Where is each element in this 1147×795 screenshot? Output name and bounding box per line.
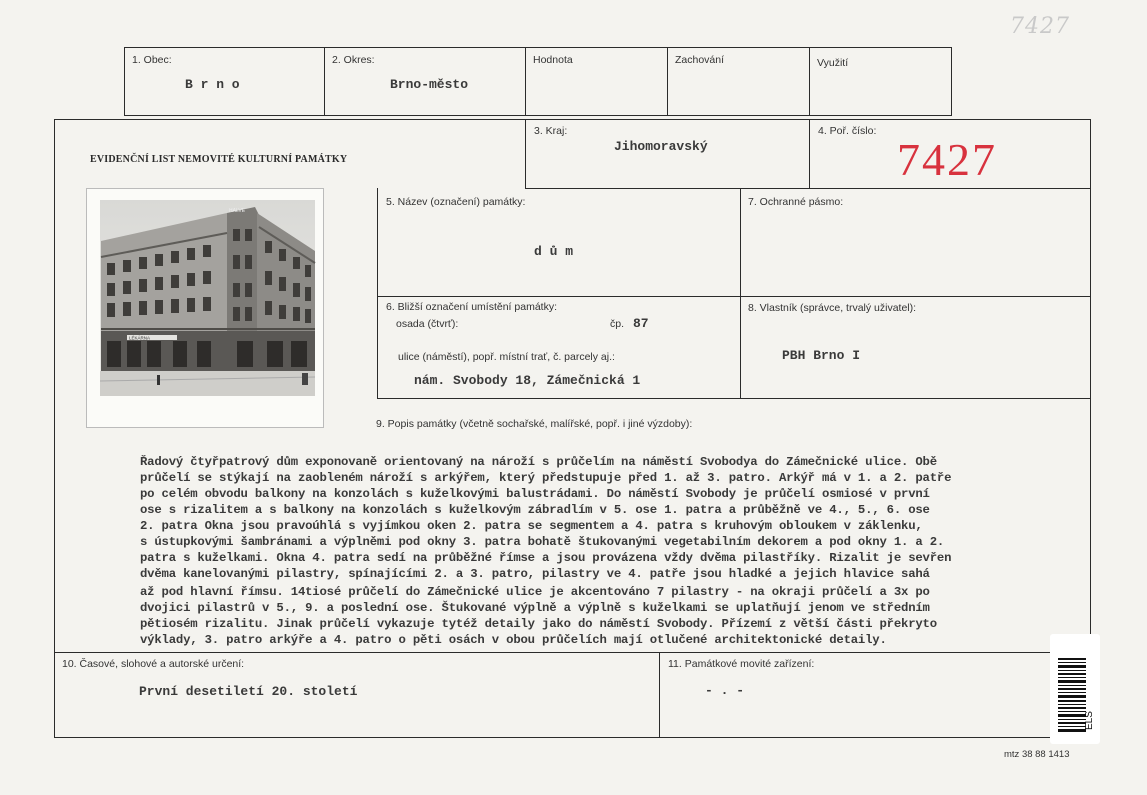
popis-line: dvojici pilastrů v 5., 9. a poslední ose. Štukované výplně a výplně s kuželkami se uplatňují jenom ve středním xyxy=(140,601,930,615)
form-title: EVIDENČNÍ LIST NEMOVITÉ KULTURNÍ PAMÁTKY xyxy=(90,154,348,165)
urceni-label: 10. Časové, slohové a autorské určení: xyxy=(62,658,245,670)
ulice-value: nám. Svobody 18, Zámečnická 1 xyxy=(414,373,641,388)
zachovani-cell xyxy=(667,47,810,116)
building-photo-image xyxy=(87,189,323,427)
okres-value: Brno-město xyxy=(390,77,469,92)
obec-label: 1. Obec: xyxy=(132,54,172,66)
popis-line: průčelí se stýkají na zaobleném nároží s arkýřem, který předstupuje před 1. až 3. patro. Arkýř má v 1. a 2. patře xyxy=(140,471,952,485)
popis-line: výklady, 3. patro arkýře a 4. patro o pěti osách v obou průčelích mají otlučené architektonické detaily. xyxy=(140,633,887,647)
hodnota-label: Hodnota xyxy=(533,54,573,66)
popis-line: dvěma kanelovanými pilastry, spínajícími 2. a 3. patro, pilastry ve 4. patře jsou hladké a jejich hlavice sahá xyxy=(140,567,930,581)
popis-label: 9. Popis památky (včetně sochařské, malířské, popř. i jiné výzdoby): xyxy=(376,418,693,430)
zarizeni-label: 11. Památkové movité zařízení: xyxy=(668,658,815,670)
hodnota-cell xyxy=(525,47,668,116)
cislo-label: 4. Poř. číslo: xyxy=(818,125,877,137)
okres-cell xyxy=(324,47,526,116)
zarizeni-value: - . - xyxy=(705,683,745,698)
nazev-value: d ů m xyxy=(534,244,574,259)
building-photo xyxy=(86,188,324,428)
pasmo-label: 7. Ochranné pásmo: xyxy=(748,196,844,208)
popis-line: až pod hlavní římsu. 14tiosé průčelí do Zámečnické ulice je akcentováno 7 pilastry - na okraji průčelí a 3x po xyxy=(140,585,930,599)
photo-roof-sign: HALVE xyxy=(229,208,246,214)
umisteni-label: 6. Bližší označení umístění památky: xyxy=(386,301,557,313)
pencil-number: 7427 xyxy=(1010,14,1070,39)
vlastnik-value: PBH Brno I xyxy=(782,348,861,363)
popis-line: patra s kuželkami. Okna 4. patra sedí na průběžné římse a jsou provázena vždy dvěma pilastříky. Rizalit je sevřen xyxy=(140,551,952,565)
popis-line: s ústupkovými šambránami a výplněmi pod okny 3. patra bohatě štukovanými vegetabilním dekorem a pod okny 1. a 2. xyxy=(140,535,945,549)
kraj-value: Jihomoravský xyxy=(614,139,708,154)
barcode-label: ELS xyxy=(1084,711,1095,730)
urceni-value: První desetiletí 20. století xyxy=(139,684,358,699)
popis-line: 2. patra Okna jsou pravoúhlá s vyjímkou oken 2. patra se segmentem a 4. patra s kruhovým obloukem v záklenku, xyxy=(140,519,923,533)
vlastnik-label: 8. Vlastník (správce, trvalý uživatel): xyxy=(748,302,917,314)
cislo-value: 7427 xyxy=(897,134,997,185)
popis-line: Řadový čtyřpatrový dům exponovaně orientovaný na nároží s průčelím na náměstí Svobodya do Zámečnické ulice. Obě xyxy=(140,455,937,469)
cp-label: čp. xyxy=(610,318,625,330)
vyuziti-cell xyxy=(809,47,952,116)
obec-cell xyxy=(124,47,325,116)
barcode-sticker xyxy=(1050,634,1100,744)
vyuziti-label: Využití xyxy=(817,57,849,69)
cp-value: 87 xyxy=(633,316,649,331)
popis-line: pětiosém rizalitu. Jinak průčelí vykazuje tytéž detaily jako do náměstí Svobody. Přízemí z větší části překryto xyxy=(140,617,937,631)
popis-line: ose s rizalitem a s balkony na konzolách s kuželkovým zábradlím v 5. ose 1. patra a průběžně ve 4., 5., 6. ose xyxy=(140,503,930,517)
footer-code: mtz 38 88 1413 xyxy=(1004,749,1070,760)
osada-label: osada (čtvrť): xyxy=(396,318,459,330)
okres-label: 2. Okres: xyxy=(332,54,375,66)
kraj-label: 3. Kraj: xyxy=(534,125,568,137)
popis-line: po celém obvodu balkony na konzolách s kuželkovými balustrádami. Do náměstí Svobody je průčelí osmiosé v první xyxy=(140,487,930,501)
ulice-label: ulice (náměstí), popř. místní trať, č. parcely aj.: xyxy=(398,351,615,363)
photo-shop-sign: LÉKÁRNA xyxy=(129,335,151,341)
obec-value: B r n o xyxy=(185,77,240,92)
zachovani-label: Zachování xyxy=(675,54,725,66)
nazev-label: 5. Název (označení) památky: xyxy=(386,196,526,208)
